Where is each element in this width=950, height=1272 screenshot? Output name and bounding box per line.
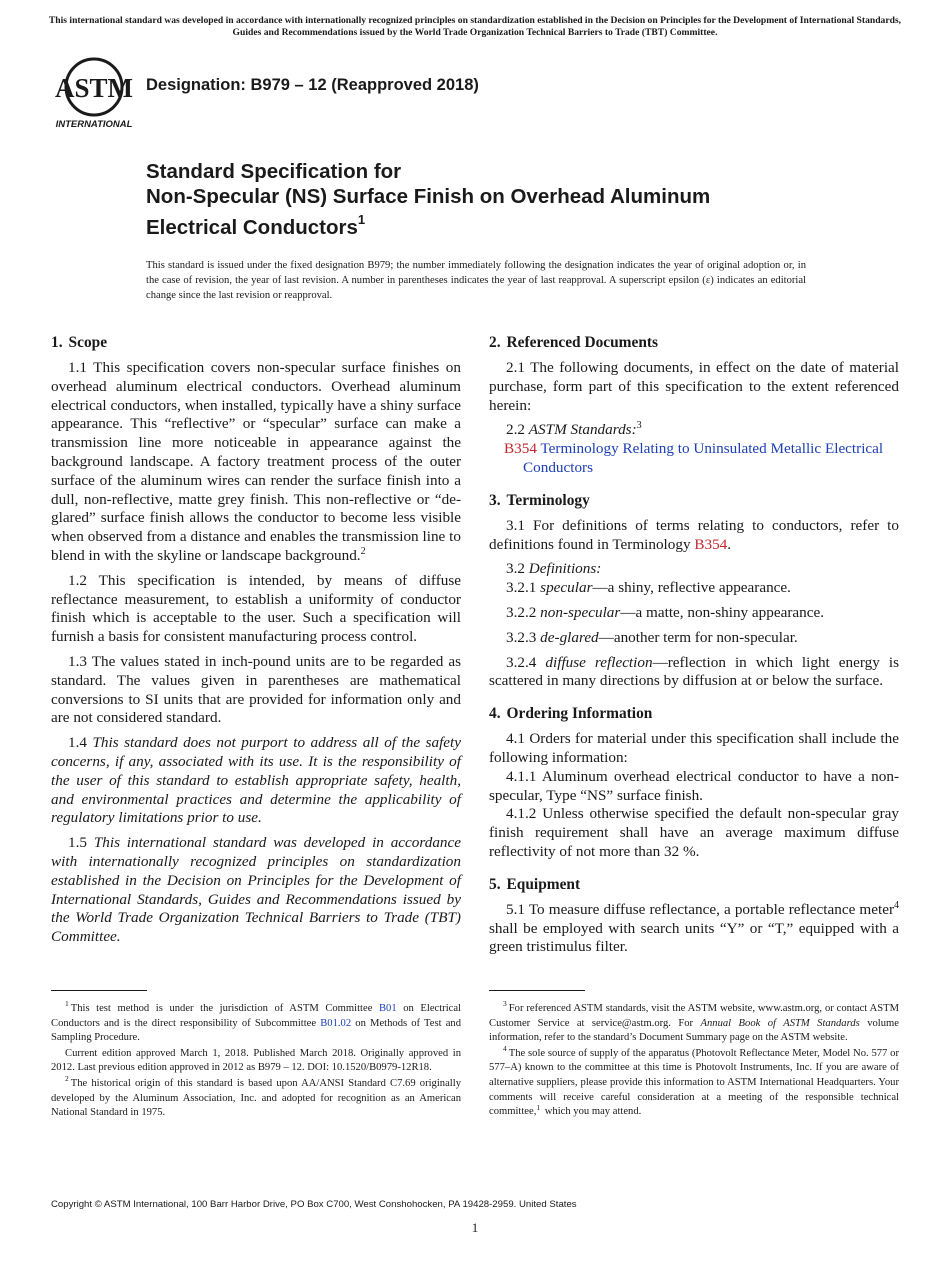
ref-b354	[504, 440, 899, 478]
footnotes-left	[51, 999, 462, 1122]
para-4-1: 4.1 Orders for material under this specification shall include the following information:	[489, 730, 899, 766]
title-line-2: Non-Specular (NS) Surface Finish on Overhead Aluminum	[146, 185, 711, 208]
footnote-3: $^3$ For referenced ASTM standards, visit the ASTM website, www.astm.org, or contact ASTM Customer Service at service@astm.org. For Annual Book of ASTM Standards volume information, refer to the standard’s Document Summary page on the ASTM website.	[489, 999, 899, 1044]
section-heading-equipment: 5. Equipment	[489, 875, 581, 893]
def-3-2-4: 3.2.4 diffuse reflection—reflection in which light energy is scattered in many directions by diffusion at or below the surface.	[489, 653, 899, 690]
issued-note: This standard is issued under the fixed designation B979; the number immediately following the designation indicates the year of original adoption or, in the case of revision, the year of last revision. A number in parentheses indicates the year of last reapproval. A superscript epsilon (ε) indicates an editorial change since the last revision or reapproval.	[146, 260, 806, 301]
section-heading-scope: 1. Scope	[51, 334, 108, 351]
committee-b01-link[interactable]: B01	[378, 1003, 397, 1014]
para-1-1: 1.1 This specification covers non-specular surface finishes on overhead aluminum electrical conductors. Overhead aluminum electrical conductors, when installed, typically have a shiny surface appearance. This “reflective” or “specular” surface can make a transmission line more noticeable in appearance against the background landscape. A factory treatment process of the outer surface of the aluminum wires can render the surface finish into a dull, non-reflective, matte grey finish. This non-reflective or “de-glared” surface finish allows the conductor to become less visible when observed from a distance and enables the transmission line to blend in with the skyline or landscape background.$^2$	[51, 359, 461, 564]
page-number: 1	[471, 1220, 479, 1235]
astm-logo-icon	[52, 55, 136, 131]
footnote-1-current-edition: Current edition approved March 1, 2018. Published March 2018. Originally approved in 2012. Last previous edition approved in 2012 as B979 – 12. DOI: 10.1520/B0979-12R18.	[51, 1047, 461, 1074]
def-3-2-2: 3.2.2 non-specular—a matte, non-shiny appearance.	[506, 603, 825, 621]
logo-subtext: INTERNATIONAL	[55, 119, 133, 130]
para-3-1: 3.1 For definitions of terms relating to conductors, refer to definitions found in Terminology B354.	[489, 516, 899, 553]
footnote-ref-2: 2	[360, 545, 366, 557]
footnote-4: $^4$ The sole source of supply of the apparatus (Photovolt Reflectance Meter, Model No. 577 or 577–A) known to the committee at this time is Photovolt Instruments, Inc. If you are aware of alternative suppliers, please provide this information to ASTM International Headquarters. Your comments will receive careful consideration at a meeting of the responsible technical committee,$^1$ which you may attend.	[489, 1044, 899, 1118]
para-1-2: 1.2 This specification is intended, by means of diffuse reflectance measurement, to establish a uniformity of conductor finish which is acceptable to the user. Such a specification will furnish a basis for consistent manufacturing process control.	[51, 571, 461, 646]
left-column	[51, 334, 461, 953]
footnote-ref-4: 4	[894, 899, 899, 911]
title-line-3: Electrical Conductors	[146, 215, 358, 239]
section-heading-referenced-documents: 2. Referenced Documents	[489, 334, 658, 351]
footnote-1: $^1$ This test method is under the jurisdiction of ASTM Committee B01 on Electrical Conductors and is the direct responsibility of Subcommittee B01.02 on Methods of Test and Sampling Procedure.	[51, 999, 462, 1044]
title-footnote-mark: 1	[357, 212, 366, 227]
subcommittee-b01-02-link[interactable]: B01.02	[320, 1017, 352, 1029]
footnotes-right	[489, 999, 899, 1121]
logo-text: ASTM	[54, 73, 134, 103]
def-3-2-3: 3.2.3 de-glared—another term for non-specular.	[506, 628, 798, 646]
section-heading-terminology: 3. Terminology	[489, 491, 590, 509]
footnote-divider-left	[51, 990, 147, 991]
terminology-b354-link[interactable]: B354	[694, 535, 728, 553]
title-line-1: Standard Specification for	[146, 160, 402, 183]
footnote-2: $^2$ The historical origin of this standard is based upon AA/ANSI Standard C7.69 originally developed by the Aluminum Association, Inc. and adopted for recognition as an American National Standard in 1975.	[51, 1074, 461, 1119]
section-heading-ordering-information: 4. Ordering Information	[489, 705, 653, 723]
footnote-ref-3: 3	[636, 420, 642, 432]
para-1-4: 1.4 This standard does not purport to address all of the safety concerns, if any, associated with its use. It is the responsibility of the user of this standard to establish appropriate safety, health, and environmental practices and determine the applicability of regulatory limitations prior to use.	[51, 734, 462, 827]
para-5-1: 5.1 To measure diffuse reflectance, a portable reflectance meter$^4$ shall be employed with search units “Y” or “T,” equipped with a green tristimulus filter.	[489, 899, 899, 956]
para-3-2: 3.2 Definitions:	[506, 560, 602, 578]
right-column	[489, 334, 899, 963]
def-3-2-1: 3.2.1 specular—a shiny, reflective appearance.	[506, 579, 791, 597]
footnote-divider-right	[489, 990, 585, 991]
para-1-3: 1.3 The values stated in inch-pound units are to be regarded as standard. The values given in parentheses are mathematical conversions to SI units that are provided for information only and are not considered standard.	[51, 652, 461, 727]
para-4-1-2: 4.1.2 Unless otherwise specified the default non-specular gray finish requirement shall have an average maximum diffuse reflectivity of not more than 32 %.	[489, 805, 899, 860]
para-4-1-1: 4.1.1 Aluminum overhead electrical conductor to have a non-specular, Type “NS” surface finish.	[489, 767, 899, 804]
para-2-2: 2.2 ASTM Standards:$^3$	[506, 420, 642, 439]
astm-logo	[52, 55, 136, 131]
para-2-1: 2.1 The following documents, in effect on the date of material purchase, form part of this specification to the extent referenced herein:	[489, 359, 899, 414]
ref-b354-title-link[interactable]: Terminology Relating to Uninsulated Metallic Electrical Conductors	[523, 440, 884, 476]
top-notice: This international standard was developed in accordance with internationally recognized principles on standardization established in the Decision on Principles for the Development of International Standards, Guides and Recommendations issued by the World Trade Organization Technical Barriers to Trade (TBT) Committee.	[48, 15, 902, 38]
para-1-5: 1.5 This international standard was developed in accordance with internationally recognized principles on standardization established in the Decision on Principles for the Development of International Standards, Guides and Recommendations issued by the World Trade Organization Technical Barriers to Trade (TBT) Committee.	[51, 834, 461, 946]
copyright-line: Copyright © ASTM International, 100 Barr Harbor Drive, PO Box C700, West Conshohocken, PA 19428-2959. United States	[51, 1199, 577, 1210]
ref-b354-code-link[interactable]: B354	[504, 440, 537, 458]
designation: Designation: B979 – 12 (Reapproved 2018)	[146, 76, 479, 94]
document-title	[146, 159, 906, 240]
